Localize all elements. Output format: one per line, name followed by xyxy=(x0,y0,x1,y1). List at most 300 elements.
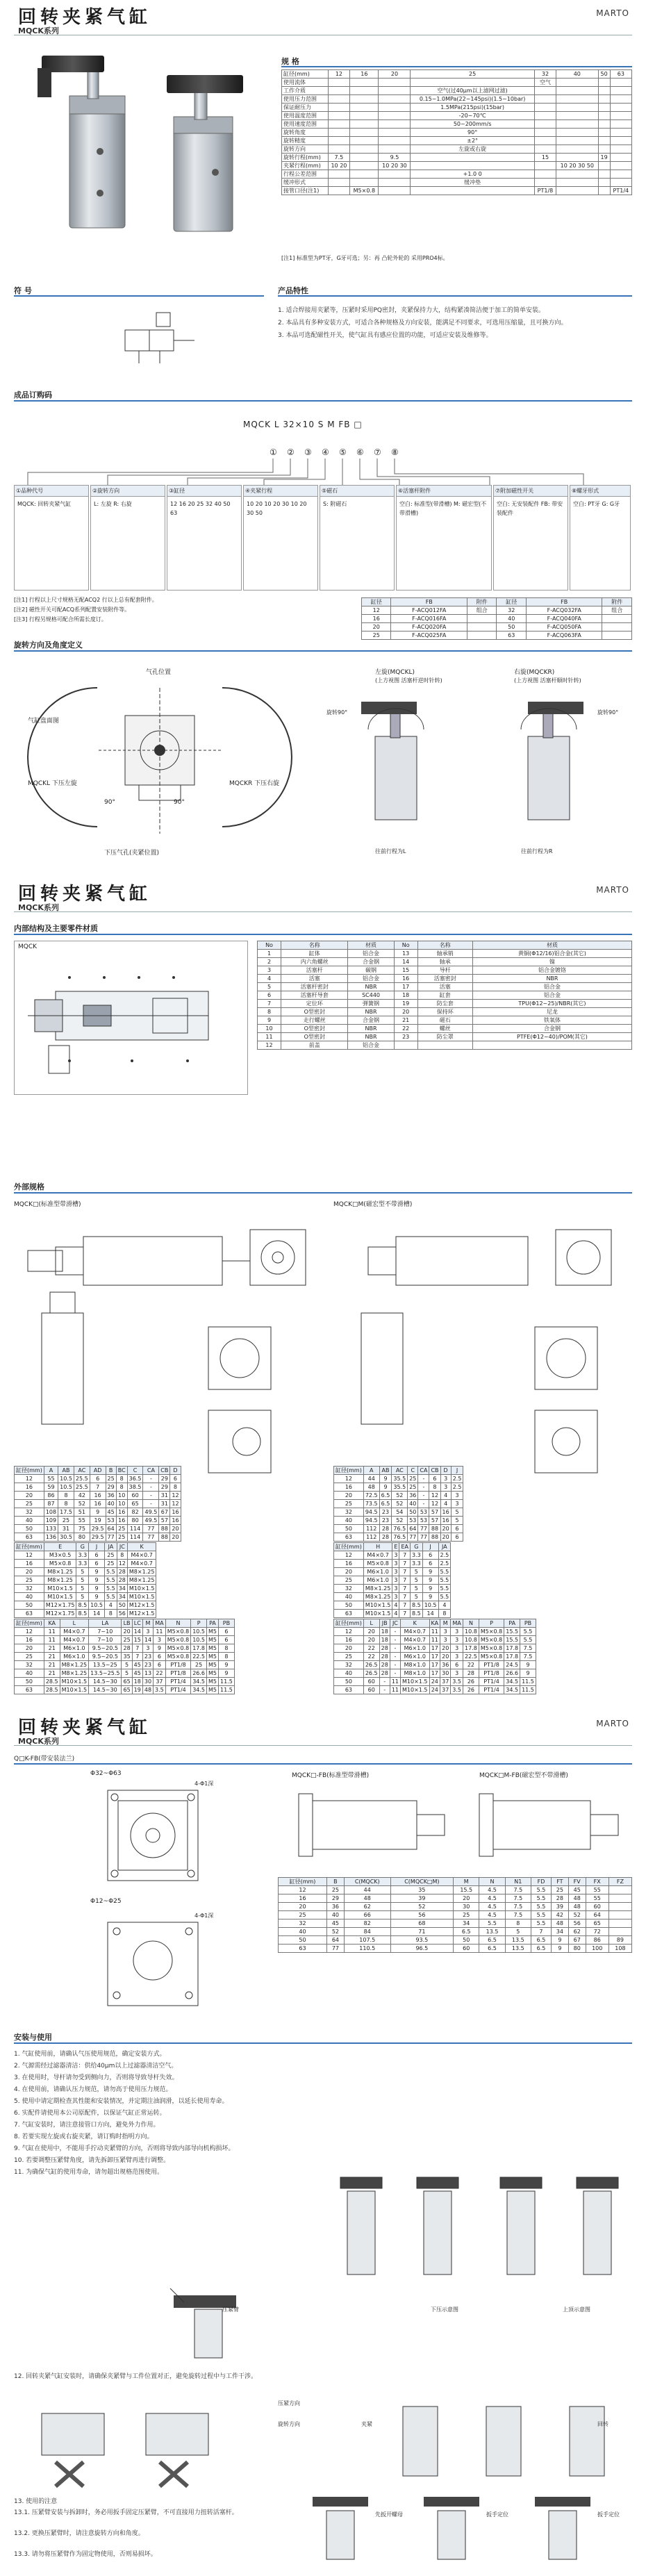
table-cell: 使用压力范围 xyxy=(282,95,329,104)
table-cell: 10 xyxy=(116,1500,127,1508)
table-cell xyxy=(350,179,379,187)
table-cell: 23 xyxy=(142,1653,153,1661)
table-cell xyxy=(350,129,379,137)
table-cell: 铝合金 xyxy=(348,975,394,983)
table-cell: - xyxy=(143,1483,159,1492)
table-cell: 25 xyxy=(116,1525,127,1533)
table-cell: M8×1.25 xyxy=(127,1576,156,1585)
table-cell: 16 xyxy=(90,1492,106,1500)
table-cell xyxy=(411,187,534,195)
table-cell xyxy=(379,129,411,137)
table-cell: 25 xyxy=(334,1500,364,1508)
table-cell: 63 xyxy=(279,1945,327,1953)
table-cell: 50 xyxy=(334,1525,364,1533)
table-cell: 34 xyxy=(117,1593,127,1601)
table-cell: 34 xyxy=(454,1919,479,1928)
table-row xyxy=(362,615,632,623)
table-cell: 防尘罩 xyxy=(417,1033,472,1041)
table-row xyxy=(334,1551,451,1560)
table-cell: 42 xyxy=(551,1911,568,1919)
table-cell: 8 xyxy=(117,1551,127,1560)
table-cell: +1.0 0 xyxy=(411,170,534,179)
table-cell: 4.5 xyxy=(479,1903,505,1911)
dims-heading: 外部规格 xyxy=(14,1182,44,1191)
table-cell: 19 xyxy=(394,1000,417,1008)
table-cell: 17 xyxy=(394,983,417,991)
table-cell: 39 xyxy=(390,1894,453,1903)
order-column-desc: 空白: PT牙 G: G牙 xyxy=(573,501,620,507)
table-cell: 20 xyxy=(440,1525,451,1533)
table-row xyxy=(15,1686,235,1694)
table-cell: 20 xyxy=(394,1008,417,1016)
install-item: 7. 气缸安装时，请注意接管口方向，避免外力作用。 xyxy=(14,2122,160,2129)
product-photo xyxy=(28,47,257,242)
table-cell: 63 xyxy=(15,1686,44,1694)
fb-std-label: MQCK□-FB(标准型带滑槽) xyxy=(292,1772,370,1779)
dimB-header-cell: K xyxy=(127,1543,156,1551)
table-cell: 3 xyxy=(142,1644,153,1653)
table-cell: 螺丝 xyxy=(417,1025,472,1033)
table-cell: 63 xyxy=(334,1533,364,1542)
table-row xyxy=(334,1593,451,1601)
table-cell: 25.5 xyxy=(74,1475,90,1483)
table-cell xyxy=(610,112,631,120)
table-cell: M10×1.5 xyxy=(401,1686,430,1694)
table-cell: 26.6 xyxy=(504,1669,520,1678)
table-cell: 12 xyxy=(170,1500,181,1508)
dim-table-f xyxy=(333,1619,536,1694)
table-cell: 50 xyxy=(497,623,526,631)
table-cell: 40 xyxy=(15,1593,44,1601)
dimD-header-cell: 缸径(mm) xyxy=(334,1467,364,1475)
table-cell xyxy=(598,120,610,129)
table-cell: 40 xyxy=(556,70,598,79)
table-cell: 77 xyxy=(408,1533,418,1542)
table-cell: 20 xyxy=(379,70,411,79)
table-cell: 3.5 xyxy=(154,1686,166,1694)
table-cell: 133 xyxy=(44,1525,58,1533)
table-cell: 10 20 30 50 xyxy=(556,162,598,170)
table-cell: 3 xyxy=(440,1636,451,1644)
install-figures-row3 xyxy=(299,2490,632,2566)
table-cell: 63 xyxy=(334,1686,364,1694)
table-cell: M10×1.5 xyxy=(401,1678,430,1686)
table-cell: 3 xyxy=(392,1585,399,1593)
table-cell: 29 xyxy=(327,1894,345,1903)
dimA-header-cell: 缸径(mm) xyxy=(15,1467,44,1475)
table-cell: 23 xyxy=(142,1661,153,1669)
table-cell xyxy=(598,170,610,179)
table-cell: 63 xyxy=(15,1533,44,1542)
table-row xyxy=(334,1661,536,1669)
right-rot-title: 右旋(MQCKR) xyxy=(514,669,555,676)
dimF-header-cell: PA xyxy=(504,1619,520,1628)
install-item: 2. 气源需经过滤器清洁：供给40μm以上过滤器清洁空气。 xyxy=(14,2063,178,2070)
table-cell: 50 xyxy=(598,70,610,79)
table-cell: 16 xyxy=(350,70,379,79)
order-column-title: ①品种代号 xyxy=(15,486,88,497)
table-cell: 11.5 xyxy=(520,1686,536,1694)
table-cell: M8×1.25 xyxy=(44,1568,76,1576)
table-cell: 52 xyxy=(74,1500,90,1508)
table-cell: 34.5 xyxy=(504,1686,520,1694)
left-rot-title: 左旋(MQCKL) xyxy=(375,669,415,676)
fb-table xyxy=(278,1877,632,1953)
table-cell: 3 xyxy=(392,1576,399,1585)
left-rot-angle: 旋转90° xyxy=(326,709,348,716)
parts-table xyxy=(257,941,632,1050)
table-cell: 9.5~20.5 xyxy=(89,1653,122,1661)
table-cell: 36 xyxy=(408,1492,418,1500)
table-cell: 11.5 xyxy=(219,1686,235,1694)
table-cell: 16 xyxy=(362,615,391,623)
order-column xyxy=(90,485,165,591)
table-cell: 5.5 xyxy=(531,1911,551,1919)
table-cell: 3 xyxy=(440,1483,451,1492)
table-cell: 7 xyxy=(90,1483,106,1492)
fb-drawing-small xyxy=(104,1919,201,2009)
table-cell: 8 xyxy=(219,1653,235,1661)
table-cell: 11 xyxy=(390,1686,400,1694)
table-cell: 38.5 xyxy=(127,1483,143,1492)
table-cell: 使用速度范围 xyxy=(282,120,329,129)
table-row xyxy=(15,1644,235,1653)
table-cell xyxy=(379,137,411,145)
table-row xyxy=(334,1560,451,1568)
table-cell xyxy=(608,1919,631,1928)
table-row xyxy=(362,631,632,640)
table-cell: M5 xyxy=(207,1678,219,1686)
table-cell: 67 xyxy=(159,1508,170,1517)
table-cell: 77 xyxy=(418,1533,429,1542)
table-cell: TPU(Φ12~25)/NBR(其它) xyxy=(472,1000,631,1008)
table-cell: 67 xyxy=(568,1936,586,1945)
section-dims xyxy=(0,1181,646,1709)
table-cell: 6.5 xyxy=(531,1936,551,1945)
order-column-title: ③缸径 xyxy=(167,486,241,497)
table-cell: 34.5 xyxy=(191,1686,207,1694)
table-cell xyxy=(598,104,610,112)
table-cell xyxy=(598,179,610,187)
table-cell: 72 xyxy=(586,1928,608,1936)
spec-table xyxy=(281,69,632,195)
table-cell xyxy=(350,145,379,154)
dimA-header-cell: C xyxy=(127,1467,143,1475)
dimD-header-cell: D xyxy=(440,1467,451,1475)
table-cell: 56 xyxy=(117,1610,127,1618)
table-cell: 4 xyxy=(392,1610,399,1618)
table-cell: 18 xyxy=(379,1636,390,1644)
table-cell: M5 xyxy=(207,1644,219,1653)
table-cell xyxy=(610,170,631,179)
table-cell: 29.5 xyxy=(90,1525,106,1533)
series-label: MQCK系列 xyxy=(18,26,59,35)
table-cell: 32 xyxy=(334,1508,364,1517)
acc-header-cell: 缸径 xyxy=(362,598,391,606)
table-cell: - xyxy=(390,1653,400,1661)
table-cell: 50 xyxy=(15,1525,44,1533)
table-cell xyxy=(556,154,598,162)
table-cell: 7 xyxy=(399,1568,411,1576)
table-cell: M6×1.0 xyxy=(363,1568,392,1576)
dimF-header-cell: K xyxy=(401,1619,430,1628)
table-cell: 6 xyxy=(451,1661,463,1669)
table-cell: M10×1.5 xyxy=(60,1686,89,1694)
table-cell: F-ACQ020FA xyxy=(391,623,467,631)
table-cell: 40 xyxy=(106,1500,116,1508)
table-cell: 活塞 xyxy=(281,975,348,983)
table-cell: 56 xyxy=(390,1911,453,1919)
table-cell: 20 xyxy=(362,623,391,631)
dimD-header-cell: J xyxy=(451,1467,463,1475)
table-cell: 52 xyxy=(390,1903,453,1911)
table-cell: 3 xyxy=(451,1628,463,1636)
table-row xyxy=(15,1508,181,1517)
table-cell xyxy=(350,79,379,87)
table-cell: 6.5 xyxy=(531,1945,551,1953)
table-cell: NBR xyxy=(348,1033,394,1041)
table-cell: 8 xyxy=(438,1610,451,1618)
table-cell: 16 xyxy=(15,1636,44,1644)
dimC-header-cell: 缸径(mm) xyxy=(15,1619,44,1628)
table-cell xyxy=(556,112,598,120)
table-cell: 6.5 xyxy=(479,1936,505,1945)
table-cell xyxy=(534,145,556,154)
table-cell xyxy=(328,79,350,87)
table-cell: F-ACQ025FA xyxy=(391,631,467,640)
table-cell xyxy=(556,129,598,137)
table-cell: 20 xyxy=(170,1525,181,1533)
dimD-header-cell: CB xyxy=(429,1467,440,1475)
table-cell: 13 xyxy=(394,950,417,958)
table-cell: 110.5 xyxy=(344,1945,390,1953)
order-column-desc: L: 左旋 R: 右旋 xyxy=(94,501,132,507)
table-cell xyxy=(602,631,632,640)
table-cell: 28 xyxy=(551,1894,568,1903)
table-row xyxy=(15,1653,235,1661)
table-cell: 3.3 xyxy=(76,1560,89,1568)
table-cell: 35.5 xyxy=(392,1475,408,1483)
table-cell: 8 xyxy=(170,1483,181,1492)
table-cell: 3 xyxy=(451,1636,463,1644)
order-columns xyxy=(14,485,632,589)
table-cell: 89 xyxy=(608,1936,631,1945)
table-cell: 22 xyxy=(363,1653,379,1661)
table-cell: 17.8 xyxy=(504,1644,520,1653)
table-cell: M4×0.7 xyxy=(127,1560,156,1568)
table-row xyxy=(15,1669,235,1678)
table-cell: 52 xyxy=(392,1517,408,1525)
order-column-desc: S: 附磁石 xyxy=(323,501,347,507)
table-cell: 48 xyxy=(363,1483,379,1492)
table-cell: 29.5 xyxy=(90,1533,106,1542)
table-cell: 5 xyxy=(76,1585,89,1593)
table-cell: M5 xyxy=(207,1669,219,1678)
table-cell: 26.5 xyxy=(363,1669,379,1678)
table-cell: 合金钢 xyxy=(348,958,394,966)
table-cell: 52 xyxy=(327,1928,345,1936)
dimE-header-cell: EA xyxy=(399,1543,411,1551)
table-cell: 8 xyxy=(58,1500,74,1508)
table-row xyxy=(282,95,632,104)
table-cell: 9.5~20.5 xyxy=(89,1644,122,1653)
table-cell: 6 xyxy=(154,1653,166,1661)
dimE-header-cell: J xyxy=(422,1543,438,1551)
table-row xyxy=(15,1551,156,1560)
install-figures-row2 xyxy=(14,2386,632,2490)
table-cell: 10.5 xyxy=(58,1483,74,1492)
table-cell: F-ACQ016FA xyxy=(391,615,467,623)
table-cell: 12 xyxy=(429,1500,440,1508)
install-heading: 安装与使用 xyxy=(14,2033,52,2042)
table-cell: 7 xyxy=(132,1644,142,1653)
dimD-header-cell: A xyxy=(363,1467,379,1475)
dimA-header-cell: AB xyxy=(58,1467,74,1475)
table-cell: 9 xyxy=(219,1661,235,1669)
table-cell: 21 xyxy=(44,1653,60,1661)
table-cell: 9 xyxy=(379,1483,392,1492)
table-cell: 7 xyxy=(399,1551,411,1560)
table-cell: 合金钢 xyxy=(348,1016,394,1025)
table-cell: 9 xyxy=(422,1585,438,1593)
order-column xyxy=(243,485,318,591)
table-cell: 5 xyxy=(410,1585,422,1593)
table-cell: 9.5 xyxy=(379,154,411,162)
table-cell: 20 xyxy=(363,1636,379,1644)
table-cell xyxy=(534,179,556,187)
fb-header-cell: FD xyxy=(531,1878,551,1886)
table-row xyxy=(15,1628,235,1636)
table-cell: 12 xyxy=(334,1628,364,1636)
table-row xyxy=(334,1644,536,1653)
table-cell: 7 xyxy=(258,1000,281,1008)
dim-table-b xyxy=(14,1542,156,1618)
table-cell: 轴承销 xyxy=(417,950,472,958)
table-cell: 3 xyxy=(258,966,281,975)
table-cell: 9 xyxy=(520,1669,536,1678)
table-cell: 8 xyxy=(258,1008,281,1016)
dimF-header-cell: 缸径(mm) xyxy=(334,1619,364,1628)
table-cell: 7 xyxy=(399,1610,411,1618)
table-cell: 20 xyxy=(15,1644,44,1653)
fb-dia2: Φ12~Φ25 xyxy=(90,1898,122,1905)
table-cell: 20 xyxy=(440,1644,451,1653)
structure-drawing xyxy=(28,957,236,1089)
table-cell: PT1/8 xyxy=(534,187,556,195)
table-cell: 1.5MPa(215psi)(15bar) xyxy=(411,104,534,112)
table-cell: 32 xyxy=(334,1585,364,1593)
table-cell xyxy=(608,1894,631,1903)
table-cell: 铝合金 xyxy=(472,991,631,1000)
table-cell: 66 xyxy=(344,1911,390,1919)
table-cell xyxy=(328,120,350,129)
left-rot-sub: (上方视图 活塞杆逆时针转) xyxy=(375,677,442,684)
table-cell: 铝合金 xyxy=(472,983,631,991)
table-cell: 合金钢 xyxy=(472,1025,631,1033)
table-cell: 62 xyxy=(568,1928,586,1936)
table-cell: 26.6 xyxy=(191,1669,207,1678)
table-cell: 7.5 xyxy=(328,154,350,162)
table-cell: 19 xyxy=(90,1517,106,1525)
table-cell: 17.8 xyxy=(191,1644,207,1653)
table-cell: 11.5 xyxy=(520,1678,536,1686)
table-cell: 22 xyxy=(363,1644,379,1653)
table-cell: 40 xyxy=(497,615,526,623)
order-column-desc: 12 16 20 25 32 40 50 63 xyxy=(170,501,231,516)
table-row xyxy=(15,1678,235,1686)
table-cell: 9 xyxy=(379,1475,392,1483)
order-column xyxy=(396,485,492,591)
order-column-desc: 空白: 无安装配件 FB: 带安装配件 xyxy=(497,501,563,516)
table-cell: 7.5 xyxy=(505,1886,531,1894)
table-cell: 13.5 xyxy=(505,1936,531,1945)
order-column xyxy=(320,485,395,591)
order-number: ⑤ xyxy=(339,447,347,457)
structure-heading: 内部结构及主要零件材质 xyxy=(14,924,98,933)
right-rot-sub: (上方视图 活塞杆顺时针转) xyxy=(514,677,581,684)
table-cell: 22 xyxy=(394,1025,417,1033)
table-row xyxy=(282,154,632,162)
fb-mag-label: MQCK□M-FB(磁宏型不带滑槽) xyxy=(479,1772,568,1779)
table-cell: 6 xyxy=(219,1628,235,1636)
side-note-1: 先扳开螺母 xyxy=(375,2511,403,2518)
table-cell: M10×1.5 xyxy=(60,1678,89,1686)
install-item-13-3: 13.3. 请勿将压紧臂作为固定物使用，否则易损坏。 xyxy=(14,2551,157,2558)
table-cell: 60 xyxy=(363,1686,379,1694)
table-row xyxy=(362,606,632,615)
table-cell: 25 xyxy=(15,1576,44,1585)
table-cell xyxy=(328,129,350,137)
table-row xyxy=(282,137,632,145)
fb-label: Q□K-FB(带安装法兰) xyxy=(14,1756,75,1762)
table-cell: - xyxy=(143,1475,159,1483)
table-cell: M6×1.0 xyxy=(401,1653,430,1661)
table-cell xyxy=(534,95,556,104)
install-item: 3. 在使用时，导杆请勿受到侧向力，否则将导致导杆失效。 xyxy=(14,2074,179,2081)
table-cell xyxy=(379,120,411,129)
table-row xyxy=(258,1025,632,1033)
table-cell: 12 xyxy=(334,1551,364,1560)
table-row xyxy=(282,162,632,170)
table-cell xyxy=(610,87,631,95)
table-cell: 45 xyxy=(568,1886,586,1894)
table-row xyxy=(334,1568,451,1576)
table-row xyxy=(282,70,632,79)
table-cell: 1 xyxy=(258,950,281,958)
table-row xyxy=(258,983,632,991)
table-cell: 86 xyxy=(586,1936,608,1945)
table-cell: PTFE(Φ12~40)/POM(其它) xyxy=(472,1033,631,1041)
table-cell: 63 xyxy=(334,1610,364,1618)
table-cell: 13.5 xyxy=(505,1945,531,1953)
table-cell: 7~10 xyxy=(89,1636,122,1644)
table-cell: 5.5 xyxy=(438,1585,451,1593)
table-cell: M10×1.5 xyxy=(127,1585,156,1593)
table-cell: 64 xyxy=(408,1525,418,1533)
table-cell: 50 xyxy=(334,1601,364,1610)
table-cell: M10×1.5 xyxy=(44,1593,76,1601)
table-cell: 11 xyxy=(44,1628,60,1636)
dimC-header-cell: LB xyxy=(122,1619,132,1628)
table-cell: 5.5 xyxy=(520,1636,536,1644)
fb-header-cell: N xyxy=(479,1878,505,1886)
order-column-title: ⑥活塞杆附件 xyxy=(397,486,491,497)
table-cell: 14 xyxy=(89,1610,105,1618)
table-cell xyxy=(556,137,598,145)
table-cell: - xyxy=(418,1492,429,1500)
table-cell: 使用温度范围 xyxy=(282,112,329,120)
spec-note: [注1] 标准型为PT牙，G牙可选；另：再 凸轮外轮的 采用PRO4标。 xyxy=(281,255,449,261)
